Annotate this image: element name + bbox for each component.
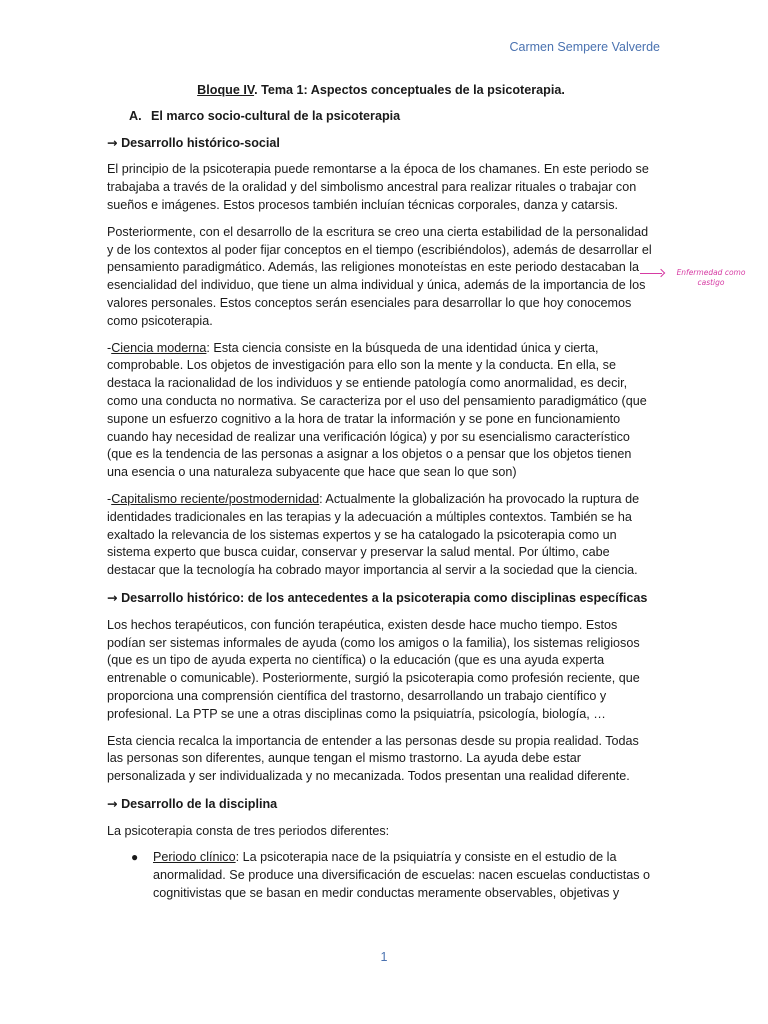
periods-list	[107, 849, 655, 902]
paragraph-ciencia-moderna	[107, 340, 655, 482]
section-a-letter: A.	[129, 108, 142, 123]
annotation-arrowhead-icon	[657, 269, 665, 277]
right-arrow-icon: →	[107, 795, 118, 811]
term-capitalismo: Capitalismo reciente/postmodernidad	[111, 491, 320, 506]
heading-text: Desarrollo histórico: de los antecedentes a la psicoterapia como disciplinas específicas	[121, 590, 648, 605]
paragraph-hechos-terapeuticos: Los hechos terapéuticos, con función terapéutica, existen desde hace mucho tiempo. Estos podían ser sistemas informales de ayuda (como los amigos o la familia), los sistemas religiosos (que es un tipo de ayuda experta no científica) o la educación (que es una ayuda experta entrenable o comunicable). Posteriormente, surgió la psicoterapia como profesión reciente, que proporciona una comprensión científica del trastorno, desarrollando un trabajo científico y profesional. La PTP se une a otras disciplinas como la psiquiatría, psicología, biología, …	[107, 617, 640, 721]
heading-historico-social	[107, 134, 655, 153]
document-title	[107, 82, 655, 100]
list-item-text: : La psicoterapia nace de la psiquiatría y consiste en el estudio de la anormalidad. Se produce una diversificación de escuelas: nacen escuelas conductistas o cognitivistas que se basan en medir conductas meramente observables, objetivas y	[153, 850, 651, 901]
page-number: 1	[380, 950, 388, 964]
right-arrow-icon: →	[107, 134, 118, 150]
paragraph-capitalismo	[107, 491, 655, 580]
heading-disciplina	[107, 795, 655, 814]
term-periodo-clinico: Periodo clínico	[153, 850, 236, 865]
paragraph-chamanes: El principio de la psicoterapia puede remontarse a la época de los chamanes. En este periodo se trabajaba a través de la oralidad y del simbolismo ancestral para realizar rituales o trabajar con sueños e imágenes. Estos procesos también incluían técnicas corporales, danza y catarsis.	[107, 162, 649, 212]
paragraph-realidad: Esta ciencia recalca la importancia de entender a las personas desde su propia realidad. Todas las personas son diferentes, aunque tengan el mismo trastorno. La ayuda debe estar personalizada y ser individualizada y no mecanizada. Todos presentan una realidad diferente.	[107, 733, 639, 784]
heading-text: Desarrollo de la disciplina	[121, 796, 278, 811]
paragraph-text: : Actualmente la globalización ha provocado la ruptura de identidades tradicionales en las terapias y la adecuación a múltiples contextos. También se ha exaltado la relevancia de los sistemas expertos y se ha catalogado la psicoterapia como un sistema experto que busca cuidar, conservar y preservar la salud mental. Por último, cabe destacar que la tecnología ha cobrado mayor importancia al servir a la sociedad que la ciencia.	[107, 491, 640, 578]
bullet-icon: ●	[131, 850, 139, 865]
document-body	[107, 82, 655, 903]
heading-text: Desarrollo histórico-social	[121, 135, 280, 150]
right-arrow-icon: →	[107, 589, 118, 605]
prefix-dash: -	[107, 491, 112, 506]
paragraph-escritura: Posteriormente, con el desarrollo de la escritura se creo una cierta estabilidad de la personalidad y de los contextos al poder fijar conceptos en el tiempo (escribiéndolos), además de desarrollar el pensamiento paradigmático. Además, las religiones monoteístas en este periodo destacaban la esencialidad del individuo, que tiene un alma individual y única, además de la importancia de los valores personales. Estos conceptos serán esenciales para desarrollar lo que hoy conocemos como psicoterapia.	[107, 224, 652, 328]
paragraph-text: : Esta ciencia consiste en la búsqueda de una identidad única y cierta, comprobable. Los objetos de investigación para ello son la mente y la conducta. En ella, se destaca la racionalidad de los individuos y se entiende patología como anormalidad, es decir, como una conducta no normativa. Se caracteriza por el uso del pensamiento paradigmático (que supone un esfuerzo cognitivo a la hora de tratar la información y se pone en funcionamiento cuando hay necesidad de realizar una verificación lógica) y por su esencialismo característico (que es la tendencia de las personas a asignar a los objetos o a pensar que los objetos tienen una esencia o una naturaleza subyacente que hace que sean lo que son)	[107, 340, 647, 480]
section-a-heading	[107, 108, 655, 126]
title-rest: . Tema 1: Aspectos conceptuales de la psicoterapia.	[254, 83, 565, 97]
list-item	[107, 849, 655, 902]
section-a-text: El marco socio-cultural de la psicoterapia	[151, 108, 401, 123]
title-bloque: Bloque IV	[197, 83, 255, 97]
margin-note-text: Enfermedad como castigo	[676, 268, 746, 287]
paragraph-periodos: La psicoterapia consta de tres periodos diferentes:	[107, 823, 390, 838]
term-ciencia-moderna: Ciencia moderna	[111, 340, 207, 355]
header-author: Carmen Sempere Valverde	[509, 40, 660, 54]
heading-antecedentes	[107, 589, 655, 608]
prefix-dash: -	[107, 340, 112, 355]
